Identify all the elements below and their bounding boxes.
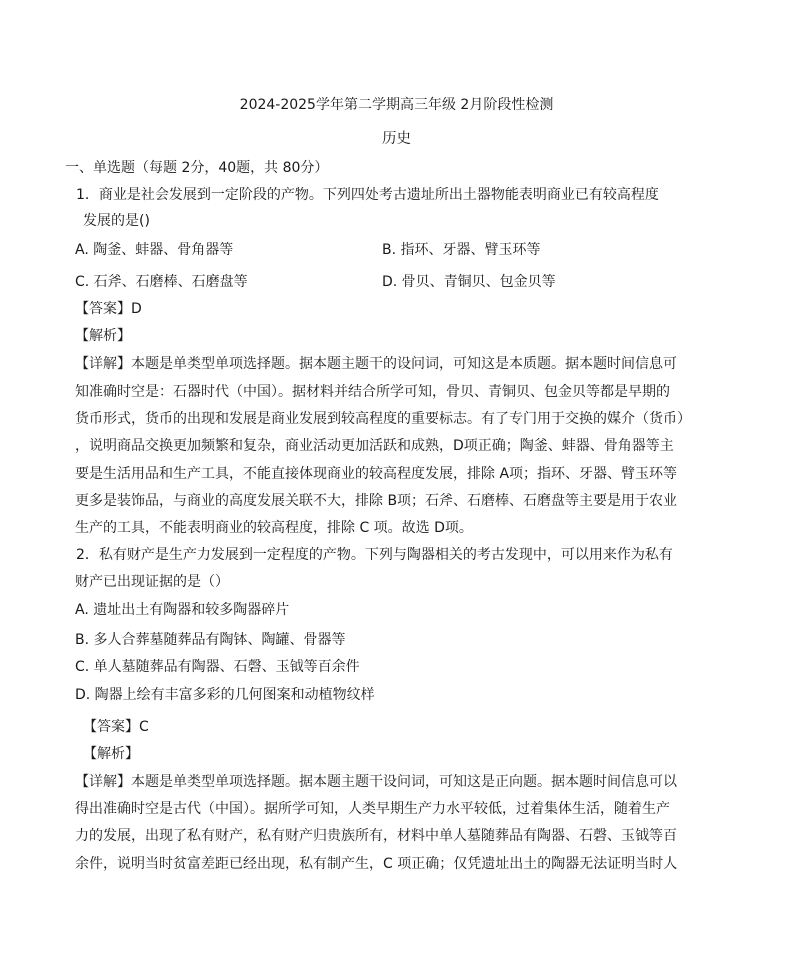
q2-detail-line: 得出准确时空是古代（中国）。据所学可知，人类早期生产力水平较低，过着集体生活，随着生产 [75,801,670,817]
q1-stem-line1: 1．商业是社会发展到一定阶段的产物。下列四处考古遗址所出土器物能表明商业已有较高程度 [76,187,659,203]
q1-detail-line: ，说明商品交换更加频繁和复杂，商业活动更加活跃和成熟，D项正确；陶釜、蚌器、骨角器等主 [75,438,674,454]
q1-option-d: D. 骨贝、青铜贝、包金贝等 [382,274,556,290]
exam-title: 2024-2025学年第二学期高三年级 2月阶段性检测 [239,97,554,113]
q2-option-a: A. 遗址出土有陶器和较多陶器碎片 [75,602,290,618]
q2-stem-line2: 财产已出现证据的是（） [75,574,229,590]
q1-analysis-label: 【解析】 [75,328,131,344]
q2-detail-line: 【详解】本题是单类型单项选择题。据本题主题干设问词，可知这是正向题。据本题时间信息可以 [75,774,677,790]
q1-detail-line: 更多是装饰品，与商业的高度发展关联不大，排除 B项；石斧、石磨棒、石磨盘等主要是用于农业 [75,493,678,509]
q2-detail-line: 余件，说明当时贫富差距已经出现，私有制产生，C 项正确；仅凭遗址出土的陶器无法证明当时人 [75,856,678,872]
q2-option-b: B. 多人合葬墓随葬品有陶钵、陶罐、骨器等 [75,632,346,648]
q1-detail-line: 生产的工具，不能表明商业的较高程度，排除 C 项。故选 D项。 [75,520,473,536]
subject-title: 历史 [382,131,411,147]
q2-stem-line1: 2．私有财产是生产力发展到一定程度的产物。下列与陶器相关的考古发现中，可以用来作为私有 [76,547,673,563]
q1-detail-line: 货币形式，货币的出现和发展是商业发展到较高程度的重要标志。有了专门用于交换的媒介（货币） [75,411,691,427]
q1-detail-line: 【详解】本题是单类型单项选择题。据本题主题干的设问词，可知这是本质题。据本题时间信息可 [75,356,677,372]
q2-option-c: C. 单人墓随葬品有陶器、石磬、玉钺等百余件 [75,659,360,675]
q1-answer: 【答案】D [75,301,142,317]
q2-analysis-label: 【解析】 [83,746,139,762]
q1-detail-line: 知准确时空是：石器时代（中国）。据材料并结合所学可知，骨贝、青铜贝、包金贝等都是早期的 [75,384,670,400]
q1-option-b: B. 指环、牙器、臂玉环等 [382,242,541,258]
q2-answer: 【答案】C [83,719,149,735]
q2-detail-line: 力的发展，出现了私有财产，私有财产归贵族所有，材料中单人墓随葬品有陶器、石磬、玉钺等百 [75,828,677,844]
q2-option-d: D. 陶器上绘有丰富多彩的几何图案和动植物纹样 [75,687,375,703]
section-heading: 一、单选题（每题 2分，40题，共 80分） [65,160,329,176]
q1-detail-line: 要是生活用品和生产工具，不能直接体现商业的较高程度发展，排除 A项；指环、牙器、臂玉环等 [75,466,678,482]
q1-option-c: C. 石斧、石磨棒、石磨盘等 [75,274,248,290]
q1-stem-line2: 发展的是() [83,213,150,229]
q1-option-a: A. 陶釜、蚌器、骨角器等 [75,242,234,258]
